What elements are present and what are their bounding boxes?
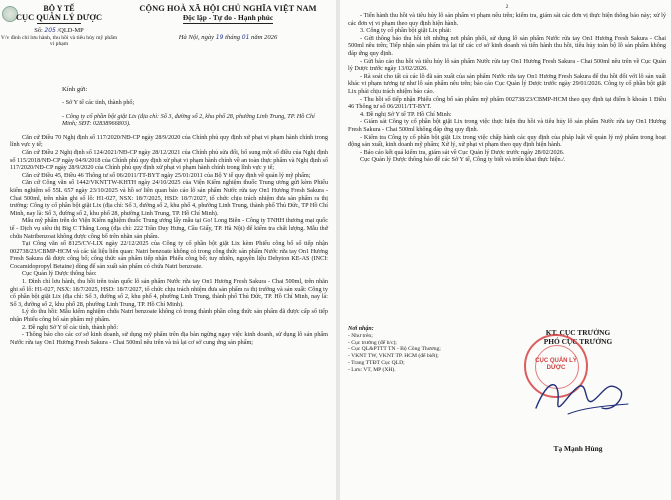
signature-block — [348, 326, 666, 496]
letterhead — [0, 4, 336, 60]
header-divider — [37, 23, 81, 24]
recipient-item: - Trang TTĐT Cục QLD; — [348, 359, 405, 366]
greeting: Kính gửi: — [62, 86, 88, 93]
page-2-body — [348, 0, 666, 164]
paragraph: - Báo cáo kết quả kiểm tra, giám sát về Cục Quản lý Dược trước ngày 28/02/2026. — [360, 148, 565, 156]
paragraph: 2. Đề nghị Sở Y tế các tỉnh, thành phố: — [22, 323, 119, 331]
doc-no-handwritten: 205 — [44, 27, 56, 34]
paragraph: 4. Đề nghị Sở Y tế TP. Hồ Chí Minh: — [360, 110, 452, 118]
paragraph: Căn cứ Điều 70 Nghị định số 117/2020/NĐ-CP ngày 28/9/2020 của Chính phủ quy định xử phạt vi phạm hành chính trong lĩnh vực y tế; — [10, 133, 328, 149]
issue-date — [120, 34, 336, 41]
signer — [498, 328, 658, 453]
date-mid: tháng — [225, 34, 241, 41]
document-subject: V/v đình chỉ lưu hành, thu hồi và tiêu hủy mỹ phẩm vi phạm — [0, 35, 118, 48]
date-day-handwritten: 19 — [215, 34, 224, 41]
recipient-item: - Cục trưởng (để b/c); — [348, 339, 397, 346]
paragraph: - Thông báo cho các cơ sở kinh doanh, sử dụng mỹ phẩm trên địa bàn ngừng ngay việc kinh doanh, sử dụng lô sản phẩm Nước rửa tay On1 Hương Fresh Sakura - Chai 500ml nêu trên và trả lại cơ sở cung ứng sản phẩm; — [10, 331, 328, 346]
date-suffix: năm 2026 — [251, 34, 278, 41]
paragraph: Căn cứ Điều 2 Nghị định số 124/2021/NĐ-CP ngày 28/12/2021 của Chính phủ sửa đổi, bổ sung một số điều của Nghị định số 115/2018/NĐ-CP ngày 04/9/2018 của Chính phủ quy định xử phạt vi phạm hành chính về an toàn thực phẩm và Nghị định số 117/2020/NĐ-CP ngày 28/9/2020 của Chính phủ quy định xử phạt vi phạm hành chính trong lĩnh vực y tế; — [10, 148, 328, 172]
paragraph: - Tiến hành thu hồi và tiêu hủy lô sản phẩm vi phạm nêu trên; kiểm tra, giám sát các đơn vị thực hiện thông báo này; xử lý các đơn vị vi phạm theo quy định hiện hành. — [348, 12, 666, 27]
paragraph: 3. Công ty cổ phần bột giặt Lix phải: — [360, 27, 452, 35]
recipient-item: - Lưu: VT, MP (XH). — [348, 366, 396, 373]
paragraph: - Kiểm tra Công ty cổ phần bột giặt Lix trong việc chấp hành các quy định của pháp luật về quản lý mỹ phẩm trong hoạt động sản xuất, kinh doanh mỹ phẩm; Xử lý, xử phạt vi phạm theo quy định hiện hành. — [348, 133, 666, 149]
signer-title-1: KT. CỤC TRƯỞNG — [545, 328, 611, 337]
nation-name: CỘNG HOÀ XÃ HỘI CHỦ NGHĨA VIỆT NAM — [139, 4, 317, 13]
department-name: CỤC QUẢN LÝ DƯỢC — [16, 13, 102, 22]
paragraph: Căn cứ Công văn số 1442/VKNTTW-KHTH ngày 24/10/2025 của Viện Kiểm nghiệm thuốc Trung ương gửi kèm Phiếu kiểm nghiệm số 55L 657 ngày 23/10/2025 và hồ sơ liên quan báo cáo lô sản phẩm Nước rửa tay On1 Hương Fresh Sakura - Chai 500ml, trên nhãn ghi số lô: H1-027, NSX: 18/7/2025, HSD: 18/7/2027, tổ chức chịu trách nhiệm đưa sản phẩm ra thị trường: Công ty cổ phần bột giặt Lix (địa chỉ: Số 3, đường số 2, khu phố 4, phường Linh Trung, thành phố Thủ Đức, TP Hồ Chí Minh, nay là: Số 3, đường số 2, khu phố 28, phường Linh Trung, TP. Hồ Chí Minh). — [10, 179, 328, 217]
recipients-label: Nơi nhận: — [348, 326, 374, 332]
body-paragraphs — [10, 134, 328, 347]
paragraph: Lý do thu hồi: Mẫu kiểm nghiệm chứa Natri benzoate không có trong thành phần công thức sản phẩm đã được cấp số tiếp nhận Phiếu công bố sản phẩm mỹ phẩm. — [10, 308, 328, 324]
recipient-item: - Như trên; — [348, 332, 373, 339]
paragraph: Mẫu mỹ phẩm trên do Viện Kiểm nghiệm thuốc Trung ương lấy mẫu tại Go! Long Biên - Công ty TNHH thương mại quốc tế - Dịch vụ siêu thị Big C Thăng Long (địa chỉ: 222 Trần Duy Hưng, Cầu Giấy, TP. Hà Nội) để kiểm tra chất lượng. Mẫu thử chứa Natribenzoat không được công bố trên nhãn sản phẩm. — [10, 217, 328, 240]
signer-name: Tạ Mạnh Hùng — [553, 444, 603, 453]
recipient-item: - Cục QL&PTTT TN - Bộ Công Thương; — [348, 346, 441, 353]
doc-no-prefix: Số: — [34, 27, 43, 34]
paragraph: - Gửi thông báo thu hồi tới những nơi phân phối, sử dụng lô sản phẩm Nước rửa tay On1 Hương Fresh Sakura - Chai 500ml nêu trên; Tiếp nhận sản phẩm trả lại từ các cơ sở kinh doanh và tiến hành thu hồi, tiêu hủy toàn bộ lô sản phẩm không đáp ứng quy định. — [348, 34, 666, 57]
ministry-name: BỘ Y TẾ — [43, 4, 75, 13]
paragraph: Tại Công văn số 8125/CV-LIX ngày 22/12/2025 của Công ty cổ phần bột giặt Lix kèm Phiếu công bố số tiếp nhận 002738/23/CBMP-HCM và các tài liệu liên quan: Natri benzoate không có trong công thức sản phẩm Nước rửa tay On1 Hương Fresh Sakura đã được công bố; công thức sản phẩm tiếp nhận Phiếu công bố; tuy nhiên, nguyên liệu Dehyton KE-AS (INCI: Cocamidopropyl Betaine) dùng để sản xuất sản phẩm có chứa Natri benzoate. — [10, 240, 328, 270]
issuing-authority — [0, 4, 118, 48]
recipient-2: - Công ty cổ phần bột giặt Lix (địa chỉ: Số 3, đường số 2, khu phố 28, phường Linh Trung, TP. Hồ Chí Minh; SĐT: 02838966803). — [62, 112, 315, 128]
seal-text: CỤC QUẢN LÝ DƯỢC — [535, 358, 577, 371]
recipient-1: - Sở Y tế các tỉnh, thành phố; — [62, 99, 135, 107]
document-number — [0, 27, 118, 34]
page-number: 2 — [505, 4, 509, 10]
paragraph: 1. Đình chỉ lưu hành, thu hồi trên toàn quốc lô sản phẩm Nước rửa tay On1 Hương Fresh Sakura - Chai 500ml, trên nhãn ghi số lô: H1-027, NSX: 18/7/2025, HSD: 18/7/2027, tổ chức chịu trách nhiệm đưa sản phẩm ra thị trường và sản xuất: Công ty cổ phần bột giặt Lix (địa chỉ: Số 3, đường số 2, khu phố 4, phường Linh Trung, thành phố Thủ Đức, TP. Hồ Chí Minh, nay là: Số 3, đường số 2, khu phố 28, phường Linh Trung, TP. Hồ Chí Minh). — [10, 278, 328, 308]
motto-underline — [183, 23, 273, 24]
page-2 — [340, 0, 671, 500]
motto: Độc lập - Tự do - Hạnh phúc — [182, 13, 274, 22]
paragraph: - Thu hồi số tiếp nhận Phiếu công bố sản phẩm mỹ phẩm 002738/23/CBMP-HCM theo quy định tại điểm b khoản 1 Điều 46 Thông tư số 06/2011/TT-BYT. — [348, 95, 666, 111]
doc-no-suffix: /QLD-MP — [57, 27, 84, 34]
paragraph: Căn cứ Điều 45, Điều 46 Thông tư số 06/2011/TT-BYT ngày 25/01/2011 của Bộ Y tế quy định về quản lý mỹ phẩm; — [22, 171, 311, 179]
paragraph: Cục Quản lý Dược thông báo để các Sở Y tế, Công ty biết và triển khai thực hiện./. — [360, 156, 566, 164]
recipient-item: - VKNT TW, VKNT TP. HCM (để biết); — [348, 353, 439, 360]
paragraph: Cục Quản lý Dược thông báo: — [22, 270, 97, 278]
paragraph: - Giám sát Công ty cổ phần bột giặt Lix trong việc thực hiện thu hồi và tiêu hủy lô sản phẩm Nước rửa tay On1 Hương Fresh Sakura - Chai 500ml không đáp ứng quy định. — [348, 118, 666, 133]
date-prefix: Hà Nội, ngày — [178, 34, 215, 41]
paragraph: - Gửi báo cáo thu hồi và tiêu hủy lô sản phẩm Nước rửa tay On1 Hương Fresh Sakura - Chai 500ml nêu trên về Cục Quản lý Dược trước ngày 13/02/2026. — [348, 57, 666, 73]
signer-title-2: PHÓ CỤC TRƯỞNG — [543, 337, 613, 346]
date-month-handwritten: 01 — [241, 34, 250, 41]
recipients-list — [348, 326, 468, 374]
handwritten-signature — [528, 368, 638, 428]
page-1-body — [10, 86, 328, 346]
national-motto — [120, 4, 336, 41]
paragraph: - Rà soát cho tất cả các lô đã sản xuất của sản phẩm Nước rửa tay On1 Hương Fresh Sakura để thu hồi đối với lô sản xuất khác vi phạm tương tự như lô sản phẩm nêu trên; báo cáo Cục Quản lý Dược trước ngày 29/01/2026. Công ty cổ phần bột giặt Lix phải chịu trách nhiệm báo cáo. — [348, 72, 666, 95]
